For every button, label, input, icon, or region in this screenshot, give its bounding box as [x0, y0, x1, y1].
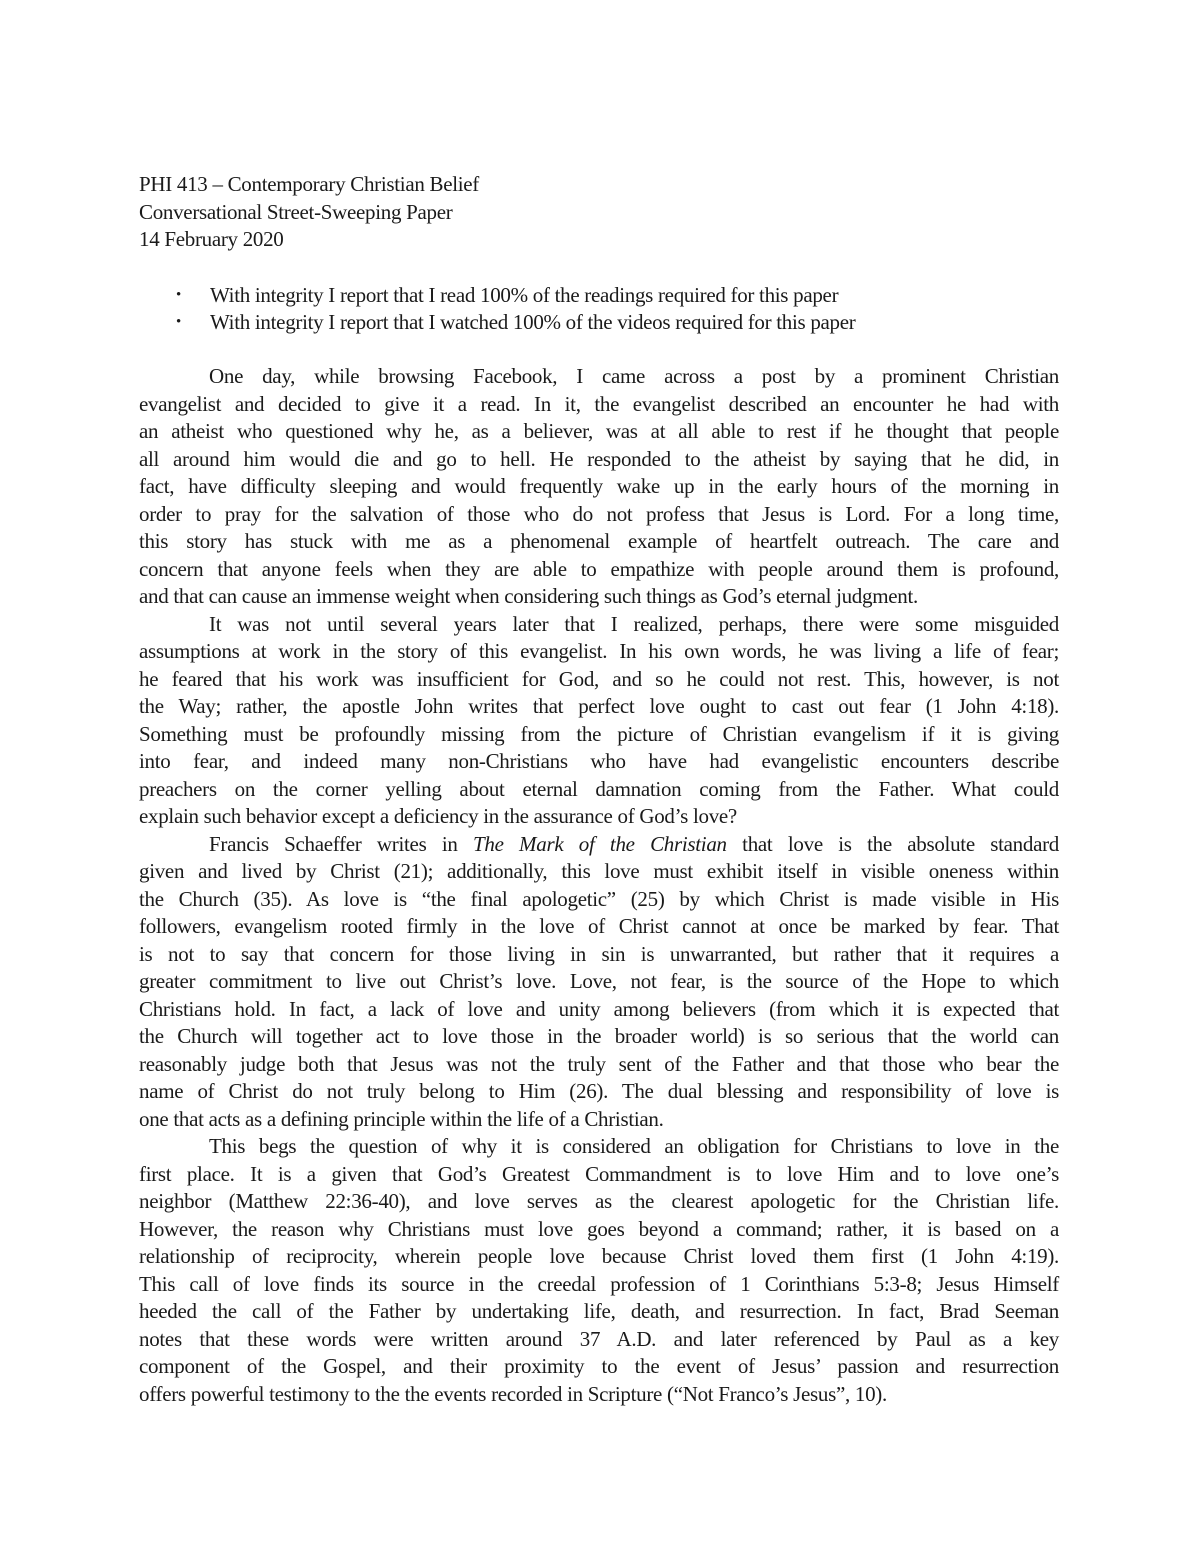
integrity-statement-list [176, 282, 1076, 336]
text-line: This call of love finds its source in the creedal profession of 1 Corinthians 5:3-8; Jesus Himself [139, 1271, 1059, 1296]
text-line: this story has stuck with me as a phenomenal example of heartfelt outreach. The care and [139, 529, 1059, 553]
text-line: neighbor (Matthew 22:36-40), and love serves as the clearest apologetic for the Christian life. [139, 1189, 1059, 1213]
text-line: he feared that his work was insufficient for God, and so he could not rest. This, however, is not [139, 666, 1059, 691]
text-line: an atheist who questioned why he, as a believer, was at all able to rest if he thought that people [139, 419, 1059, 443]
document-body [139, 363, 1059, 1408]
text-line: the Way; rather, the apostle John writes that perfect love ought to cast out fear (1 John 4:18). [139, 694, 1059, 718]
list-item-text: With integrity I report that I read 100% of the readings required for this paper [210, 283, 839, 307]
text-line [139, 831, 1059, 859]
text-line: It was not until several years later that I realized, perhaps, there were some misguided [209, 611, 1059, 636]
text-line: is not to say that concern for those living in sin is unwarranted, but rather that it requires a [139, 941, 1059, 966]
text-line: the Church (35). As love is “the final apologetic” (25) by which Christ is made visible in His [139, 886, 1059, 911]
text-line: fact, have difficulty sleeping and would frequently wake up in the early hours of the morning in [139, 474, 1059, 498]
paragraph-1 [139, 363, 1059, 611]
text-line: given and lived by Christ (21); additionally, this love must exhibit itself in visible oneness within [139, 859, 1059, 883]
text-line: greater commitment to live out Christ’s love. Love, not fear, is the source of the Hope to which [139, 969, 1059, 993]
text-line: name of Christ do not truly belong to Him (26). The dual blessing and responsibility of love is [139, 1079, 1059, 1103]
text-line: component of the Gospel, and their proximity to the event of Jesus’ passion and resurrection [139, 1354, 1059, 1378]
text-line: However, the reason why Christians must love goes beyond a command; rather, it is based on a [139, 1216, 1059, 1241]
text-line: all around him would die and go to hell. He responded to the atheist by saying that he did, in [139, 446, 1059, 471]
text-line: preachers on the corner yelling about eternal damnation coming from the Father. What could [139, 776, 1059, 801]
paragraph-4 [139, 1133, 1059, 1408]
course-title: PHI 413 – Contemporary Christian Belief [139, 172, 479, 196]
text-line: first place. It is a given that God’s Greatest Commandment is to love Him and to love one’s [139, 1161, 1059, 1186]
text-line: heeded the call of the Father by undertaking life, death, and resurrection. In fact, Brad Seeman [139, 1299, 1059, 1323]
text-span: Francis Schaeffer writes in [209, 831, 474, 856]
text-line: offers powerful testimony to the the events recorded in Scripture (“Not Franco’s Jesus”, 10). [139, 1381, 887, 1406]
paragraph-2 [139, 611, 1059, 831]
text-line: notes that these words were written around 37 A.D. and later referenced by Paul as a key [139, 1326, 1059, 1351]
text-line: One day, while browsing Facebook, I came across a post by a prominent Christian [209, 364, 1059, 388]
text-line: relationship of reciprocity, wherein people love because Christ loved them first (1 John 4:19). [139, 1244, 1059, 1268]
text-span: that love is the absolute standard [726, 831, 1060, 856]
text-line: reasonably judge both that Jesus was not the truly sent of the Father and that those who bear the [139, 1051, 1059, 1076]
bullet-icon: • [176, 287, 181, 303]
text-line: and that can cause an immense weight when considering such things as God’s eternal judgment. [139, 584, 918, 608]
bullet-icon: • [176, 314, 181, 330]
text-line: explain such behavior except a deficiency in the assurance of God’s love? [139, 804, 737, 828]
text-line: assumptions at work in the story of this evangelist. In his own words, he was living a life of fear; [139, 639, 1059, 663]
list-item [176, 282, 1076, 309]
text-line: Christians hold. In fact, a lack of love and unity among believers (from which it is expected that [139, 996, 1059, 1021]
paragraph-3 [139, 831, 1059, 1134]
assignment-title: Conversational Street-Sweeping Paper [139, 199, 453, 224]
document-date: 14 February 2020 [139, 227, 284, 251]
text-line: the Church will together act to love those in the broader world) is so serious that the world can [139, 1024, 1059, 1048]
text-line: Something must be profoundly missing from the picture of Christian evangelism if it is giving [139, 721, 1059, 746]
book-title: The Mark of the Christian [473, 831, 727, 856]
text-line: order to pray for the salvation of those who do not profess that Jesus is Lord. For a long time, [139, 501, 1059, 526]
list-item-text: With integrity I report that I watched 100% of the videos required for this paper [210, 310, 856, 334]
list-item [176, 309, 1076, 336]
text-line: one that acts as a defining principle within the life of a Christian. [139, 1106, 664, 1131]
document-header [139, 171, 1069, 254]
text-line: into fear, and indeed many non-Christians who have had evangelistic encounters describe [139, 749, 1059, 773]
text-line: evangelist and decided to give it a read. In it, the evangelist described an encounter he had with [139, 391, 1059, 416]
text-line: followers, evangelism rooted firmly in the love of Christ cannot at once be marked by fear. That [139, 914, 1059, 938]
text-line: concern that anyone feels when they are able to empathize with people around them is profound, [139, 556, 1059, 581]
text-line: This begs the question of why it is considered an obligation for Christians to love in the [209, 1134, 1059, 1158]
